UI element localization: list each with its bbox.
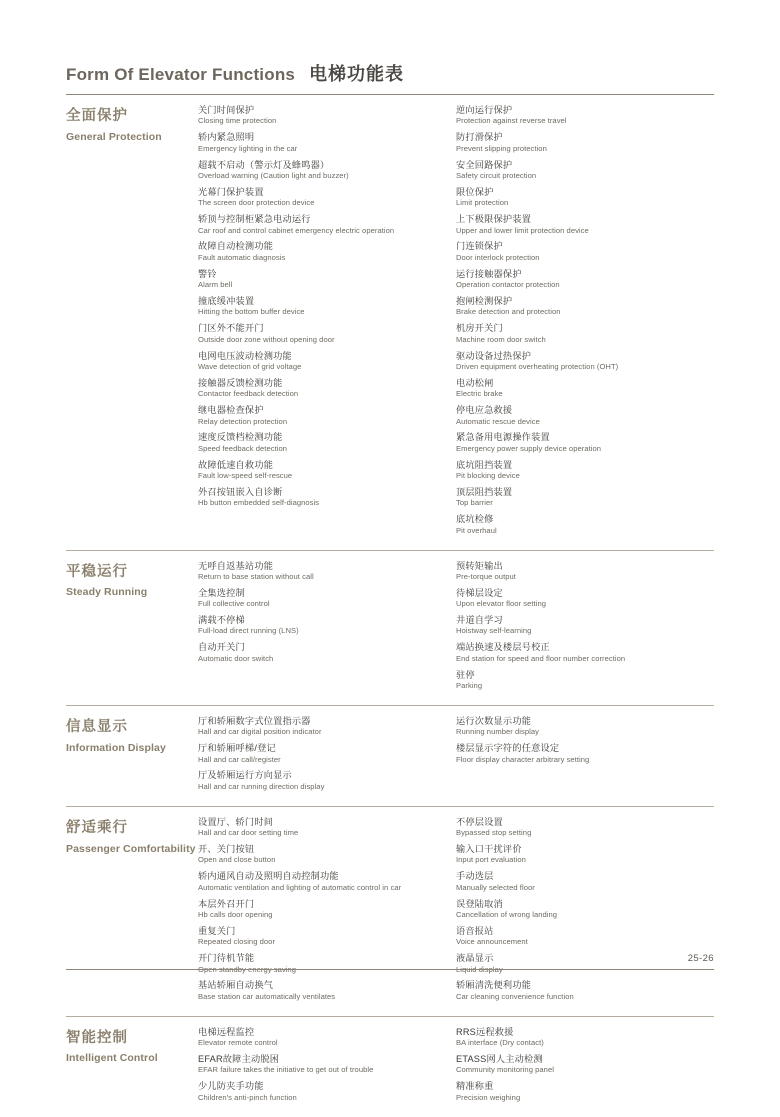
function-en: Base station car automatically ventilates xyxy=(198,991,336,1001)
function-cn: 门区外不能开门 xyxy=(198,323,264,334)
function-en: Elevator remote control xyxy=(198,1038,278,1048)
function-cn: 楼层显示字符的任意设定 xyxy=(456,743,560,754)
function-en: Manually selected floor xyxy=(456,882,535,892)
page-title xyxy=(66,60,714,94)
column-right xyxy=(456,104,714,541)
section-heading-en: Intelligent Control xyxy=(66,1052,158,1065)
column-right xyxy=(456,560,714,696)
function-en: Parking xyxy=(456,681,483,691)
function-item xyxy=(456,104,706,126)
function-cn: 上下极限保护装置 xyxy=(456,214,532,225)
function-cn: 无呼自返基站功能 xyxy=(198,560,274,571)
function-en: Hb button embedded self-diagnosis xyxy=(198,498,320,508)
function-item xyxy=(456,641,706,663)
function-item xyxy=(198,186,448,208)
function-en: Driven equipment overheating protection (OHT) xyxy=(456,361,619,371)
function-en: Children's anti-pinch function xyxy=(198,1092,297,1102)
function-item xyxy=(456,1053,706,1075)
function-en: Precision weighing xyxy=(456,1092,521,1102)
section-heading-cn: 全面保护 xyxy=(66,108,128,124)
function-cn: 误登陆取消 xyxy=(456,898,503,909)
function-item xyxy=(198,587,448,609)
function-item xyxy=(198,240,448,262)
function-item xyxy=(198,268,448,290)
function-cn: 紧急备用电源操作装置 xyxy=(456,432,550,443)
function-en: Full collective control xyxy=(198,599,270,609)
function-item xyxy=(198,715,448,737)
function-item xyxy=(456,213,706,235)
function-item xyxy=(198,979,448,1001)
function-item xyxy=(198,377,448,399)
function-en: BA interface (Dry contact) xyxy=(456,1038,544,1048)
function-en: Top barrier xyxy=(456,498,493,508)
section-heading-cn: 信息显示 xyxy=(66,718,128,735)
section-passenger-comfortability xyxy=(66,807,714,1016)
function-cn: 语音报站 xyxy=(456,925,494,936)
function-cn: 少儿防夹手功能 xyxy=(198,1081,264,1092)
function-item xyxy=(456,1026,706,1048)
function-item xyxy=(456,186,706,208)
function-item xyxy=(456,816,706,838)
section-columns xyxy=(198,816,714,1007)
function-cn: 满载不停梯 xyxy=(198,615,245,626)
function-cn: 厅和轿厢呼梯/登记 xyxy=(198,743,276,754)
function-cn: RRS远程救援 xyxy=(456,1026,514,1037)
function-en: Hall and car running direction display xyxy=(198,781,325,791)
page-title-en: Form Of Elevator Functions xyxy=(66,65,296,84)
function-cn: 电网电压波动检测功能 xyxy=(198,350,292,361)
footer-divider xyxy=(66,969,714,970)
function-cn: 接触器反馈检测功能 xyxy=(198,377,283,388)
function-en: Cancellation of wrong landing xyxy=(456,910,558,920)
function-en: Full-load direct running (LNS) xyxy=(198,626,299,636)
function-cn: 待梯层设定 xyxy=(456,587,503,598)
function-cn: 光幕门保护装置 xyxy=(198,186,264,197)
function-en: Automatic rescue device xyxy=(456,416,540,426)
function-cn: 轿厢清洗便利功能 xyxy=(456,980,532,991)
function-item xyxy=(198,641,448,663)
function-item xyxy=(456,1080,706,1102)
column-right xyxy=(456,816,714,1007)
function-en: EFAR failure takes the initiative to get out of trouble xyxy=(198,1065,374,1075)
function-cn: 不停层设置 xyxy=(456,816,503,827)
function-item xyxy=(198,925,448,947)
function-item xyxy=(198,870,448,892)
function-en: Protection against reverse travel xyxy=(456,116,567,126)
function-en: Overload warning (Caution light and buzzer) xyxy=(198,170,349,180)
function-item xyxy=(198,769,448,791)
function-cn: 轿内通风自动及照明自动控制功能 xyxy=(198,871,339,882)
function-item xyxy=(456,843,706,865)
function-en: Electric brake xyxy=(456,389,503,399)
function-en: Pre-torque output xyxy=(456,571,516,581)
function-cn: 重复关门 xyxy=(198,925,236,936)
function-item xyxy=(456,952,706,974)
function-en: The screen door protection device xyxy=(198,198,315,208)
function-en: Machine room door switch xyxy=(456,334,546,344)
function-cn: 液晶显示 xyxy=(456,953,494,964)
function-item xyxy=(456,979,706,1001)
function-item xyxy=(198,614,448,636)
function-en: Closing time protection xyxy=(198,116,277,126)
section-heading-cn: 平稳运行 xyxy=(66,563,128,580)
function-item xyxy=(198,1053,448,1075)
function-en: Upon elevator floor setting xyxy=(456,599,546,609)
function-cn: 轿顶与控制柜紧急电动运行 xyxy=(198,214,311,225)
function-cn: 顶层阻挡装置 xyxy=(456,486,513,497)
section-general-protection xyxy=(66,95,714,550)
function-en: Pit overhaul xyxy=(456,525,497,535)
document-content xyxy=(66,60,714,1117)
function-cn: 驻停 xyxy=(456,669,475,680)
function-en: Brake detection and protection xyxy=(456,307,561,317)
function-item xyxy=(456,898,706,920)
section-heading xyxy=(66,816,198,1007)
function-en: Hall and car digital position indicator xyxy=(198,727,322,737)
section-information-display xyxy=(66,706,714,806)
function-en: Wave detection of grid voltage xyxy=(198,361,302,371)
function-en: Open standby energy saving xyxy=(198,964,296,974)
section-heading xyxy=(66,560,198,696)
column-left xyxy=(198,715,456,797)
function-en: Running number display xyxy=(456,727,539,737)
function-en: Floor display character arbitrary setting xyxy=(456,754,590,764)
function-en: Emergency power supply device operation xyxy=(456,443,602,453)
function-item xyxy=(456,513,706,535)
function-item xyxy=(198,952,448,974)
function-cn: 驱动设备过热保护 xyxy=(456,350,532,361)
function-cn: 厅及轿厢运行方向显示 xyxy=(198,770,292,781)
function-cn: 精准称重 xyxy=(456,1081,494,1092)
function-item xyxy=(456,742,706,764)
function-cn: 继电器检查保护 xyxy=(198,405,264,416)
function-cn: 停电应急救援 xyxy=(456,405,513,416)
section-steady-running xyxy=(66,551,714,705)
page-title-cn: 电梯功能表 xyxy=(309,64,405,84)
function-item xyxy=(456,268,706,290)
function-cn: 防打滑保护 xyxy=(456,132,503,143)
function-en: Safety circuit protection xyxy=(456,170,537,180)
function-item xyxy=(456,669,706,691)
section-heading xyxy=(66,104,198,541)
section-columns xyxy=(198,560,714,696)
page-number: 25-26 xyxy=(687,953,714,964)
function-en: Repeated closing door xyxy=(198,937,276,947)
function-en: Outside door zone without opening door xyxy=(198,334,335,344)
function-en: Hall and car call/register xyxy=(198,754,281,764)
section-intelligent-control xyxy=(66,1017,714,1117)
section-heading-cn: 舒适乘行 xyxy=(66,819,128,836)
function-en: Limit protection xyxy=(456,198,509,208)
function-item xyxy=(198,159,448,181)
function-en: Automatic ventilation and lighting of automatic control in car xyxy=(198,882,402,892)
function-item xyxy=(198,295,448,317)
function-en: Fault low-speed self-rescue xyxy=(198,471,293,481)
function-en: Car cleaning convenience function xyxy=(456,991,574,1001)
function-item xyxy=(456,377,706,399)
function-en: Fault automatic diagnosis xyxy=(198,252,286,262)
function-cn: 故障自动检测功能 xyxy=(198,241,274,252)
function-en: Voice announcement xyxy=(456,937,528,947)
function-item xyxy=(198,1026,448,1048)
section-heading-en: General Protection xyxy=(66,130,162,143)
function-cn: 预转矩输出 xyxy=(456,560,503,571)
function-en: Pit blocking device xyxy=(456,471,520,481)
section-columns xyxy=(198,715,714,797)
function-en: Car roof and control cabinet emergency electric operation xyxy=(198,225,395,235)
function-cn: 抱闸检测保护 xyxy=(456,295,513,306)
function-cn: 速度反馈档检测功能 xyxy=(198,432,283,443)
function-item xyxy=(456,240,706,262)
function-item xyxy=(198,843,448,865)
function-item xyxy=(198,431,448,453)
function-item xyxy=(456,431,706,453)
function-item xyxy=(198,560,448,582)
section-heading xyxy=(66,715,198,797)
function-item xyxy=(456,870,706,892)
function-cn: 底坑检修 xyxy=(456,514,494,525)
column-left xyxy=(198,816,456,1007)
column-right xyxy=(456,1026,714,1108)
function-item xyxy=(198,898,448,920)
function-item xyxy=(456,587,706,609)
function-cn: 故障低速自救功能 xyxy=(198,459,274,470)
column-left xyxy=(198,560,456,696)
function-cn: ETASS网人主动检测 xyxy=(456,1054,543,1064)
function-item xyxy=(456,404,706,426)
function-cn: 基站轿厢自动换气 xyxy=(198,980,274,991)
function-en: Operation contactor protection xyxy=(456,280,560,290)
function-item xyxy=(456,925,706,947)
function-en: Upper and lower limit protection device xyxy=(456,225,589,235)
function-item xyxy=(198,350,448,372)
function-item xyxy=(456,486,706,508)
function-en: Return to base station without call xyxy=(198,571,314,581)
function-cn: 轿内紧急照明 xyxy=(198,132,255,143)
function-cn: 逆向运行保护 xyxy=(456,105,513,115)
function-cn: 厅和轿厢数字式位置指示器 xyxy=(198,715,311,726)
function-item xyxy=(198,404,448,426)
function-cn: 机房开关门 xyxy=(456,323,503,334)
function-cn: 电梯远程监控 xyxy=(198,1026,255,1037)
function-cn: 撞底缓冲装置 xyxy=(198,295,255,306)
function-item xyxy=(456,159,706,181)
function-item xyxy=(456,322,706,344)
section-heading-en: Information Display xyxy=(66,741,166,754)
function-item xyxy=(198,213,448,235)
function-cn: 电动松闸 xyxy=(456,377,494,388)
function-cn: 端站换速及楼层号校正 xyxy=(456,642,550,653)
function-en: Open and close button xyxy=(198,855,276,865)
function-item xyxy=(198,816,448,838)
function-item xyxy=(198,131,448,153)
function-cn: 井道自学习 xyxy=(456,615,503,626)
function-cn: 运行接触器保护 xyxy=(456,268,522,279)
function-item xyxy=(456,131,706,153)
function-en: End station for speed and floor number correction xyxy=(456,653,626,663)
function-cn: 限位保护 xyxy=(456,186,494,197)
section-heading-cn: 智能控制 xyxy=(66,1029,128,1046)
function-cn: 外召按钮嵌入自诊断 xyxy=(198,486,283,497)
function-cn: 本层外召开门 xyxy=(198,898,255,909)
function-item xyxy=(456,459,706,481)
column-left xyxy=(198,1026,456,1108)
function-item xyxy=(456,614,706,636)
function-cn: 运行次数显示功能 xyxy=(456,715,532,726)
function-item xyxy=(456,715,706,737)
function-item xyxy=(198,459,448,481)
function-cn: 全集选控制 xyxy=(198,587,245,598)
column-right xyxy=(456,715,714,797)
function-cn: 门连锁保护 xyxy=(456,241,503,252)
function-item xyxy=(198,486,448,508)
function-en: Hb calls door opening xyxy=(198,910,273,920)
function-cn: EFAR故障主动脱困 xyxy=(198,1054,280,1064)
function-en: Automatic door switch xyxy=(198,653,274,663)
function-en: Relay detection protection xyxy=(198,416,288,426)
function-item xyxy=(456,350,706,372)
function-cn: 超载不启动（警示灯及蜂鸣器） xyxy=(198,159,330,170)
function-en: Speed feedback detection xyxy=(198,443,288,453)
function-item xyxy=(456,560,706,582)
function-item xyxy=(198,322,448,344)
function-item xyxy=(198,104,448,126)
section-heading-en: Steady Running xyxy=(66,586,148,599)
function-en: Community monitoring panel xyxy=(456,1065,554,1075)
function-cn: 开、关门按钮 xyxy=(198,844,255,855)
function-cn: 设置厅、轿门时间 xyxy=(198,816,274,827)
section-columns xyxy=(198,104,714,541)
section-heading xyxy=(66,1026,198,1108)
function-en: Contactor feedback detection xyxy=(198,389,299,399)
function-cn: 自动开关门 xyxy=(198,642,245,653)
function-cn: 安全回路保护 xyxy=(456,159,513,170)
function-en: Bypassed stop setting xyxy=(456,828,532,838)
function-en: Hoistway self-learning xyxy=(456,626,532,636)
column-left xyxy=(198,104,456,541)
function-en: Hall and car door setting time xyxy=(198,828,299,838)
function-cn: 警铃 xyxy=(198,268,217,279)
function-cn: 关门时间保护 xyxy=(198,105,255,115)
function-en: Input port evaluation xyxy=(456,855,526,865)
function-cn: 手动选层 xyxy=(456,871,494,882)
function-cn: 开门待机节能 xyxy=(198,953,255,964)
function-en: Hitting the bottom buffer device xyxy=(198,307,305,317)
function-en: Emergency lighting in the car xyxy=(198,143,298,153)
function-item xyxy=(198,742,448,764)
function-item xyxy=(456,295,706,317)
function-en: Door interlock protection xyxy=(456,252,540,262)
function-en: Prevent slipping protection xyxy=(456,143,547,153)
function-item xyxy=(198,1080,448,1102)
function-en: Alarm bell xyxy=(198,280,233,290)
function-cn: 输入口干扰评价 xyxy=(456,844,522,855)
function-en: Liquid display xyxy=(456,964,503,974)
section-columns xyxy=(198,1026,714,1108)
section-heading-en: Passenger Comfortability xyxy=(66,842,196,855)
function-cn: 底坑阻挡装置 xyxy=(456,459,513,470)
